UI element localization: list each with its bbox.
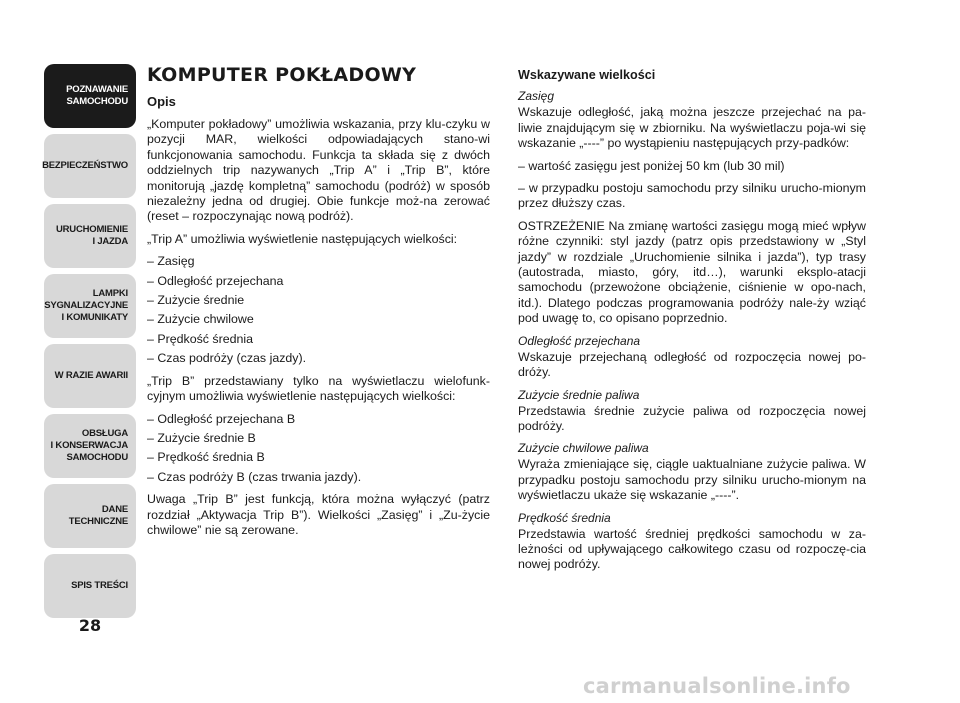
warning-paragraph: OSTRZEŻENIE Na zmianę wartości zasięgu mogą mieć wpływ różne czynniki: styl jazdy (patrz opis przedstawiony w „Styl jazdy” w rozdziale „Uruchomienie silnika i jazda”), typ trasy (autostrada, miasto, góry, itd…), warunki eksplo-atacji samochodu (przewożone obciążenie, ciśnienie w opo-nach, itd.). Dlatego podczas programowania podróży nale-ży wziąć pod uwagę to, co opisano poprzednio. <box>518 218 866 326</box>
tab-dane-techniczne[interactable]: DANE TECHNICZNE <box>44 484 136 548</box>
tab-poznawanie-samochodu[interactable]: POZNAWANIE SAMOCHODU <box>44 64 136 128</box>
list-item: – Czas podróży B (czas trwania jazdy). <box>147 469 362 484</box>
zasieg-case-2: – w przypadku postoju samochodu przy silniku urucho-mionym przez dłuższy czas. <box>518 181 866 211</box>
tab-spis-tresci[interactable]: SPIS TREŚCI <box>44 554 136 618</box>
subsection-title-zasieg: Zasięg <box>518 89 555 104</box>
zasieg-paragraph: Wskazuje odległość, jaką można jeszcze przejechać na pa-liwie znajdującym się w zbiorniku. Na wyświetlaczu poja-wi się wskazanie „----” po wystąpieniu następujących przy-padków: <box>518 105 866 151</box>
watermark: carmanualsonline.info <box>583 674 851 698</box>
left-column <box>147 64 490 545</box>
zasieg-case-1: – wartość zasięgu jest poniżej 50 km (lub 30 mil) <box>518 158 785 173</box>
list-item: – Prędkość średnia B <box>147 450 265 465</box>
section-subtitle: Opis <box>147 94 176 109</box>
subsection-title-predkosc: Prędkość średnia <box>518 510 611 525</box>
note-paragraph: Uwaga „Trip B” jest funkcją, która można wyłączyć (patrz rozdział „Aktywacja Trip B”). Wielkości „Zasięg” i „Zu-życie chwilowe” nie są zerowane. <box>147 492 490 537</box>
intro-paragraph: „Komputer pokładowy” umożliwia wskazania, przy klu-czyku w pozycji MAR, wielkości odpowiadających stano-wi funkcjonowania samochodu. Funkcja ta składa się z dwóch oddzielnych trip nazywanych „Trip A” i „Trip B”, które monitorują „jazdę kompletną” samochodu (podróż) w sposób niezależny jedna od drugiej. Obie funkcje moż-na zerować (reset – rozpoczynając nową podróż). <box>147 117 490 224</box>
subsection-title-odleglosc: Odległość przejechana <box>518 333 641 348</box>
zuzycie-srednie-paragraph: Przedstawia średnie zużycie paliwa od rozpoczęcia nowej podróży. <box>518 403 866 433</box>
list-item: – Odległość przejechana <box>147 273 284 288</box>
page-title: KOMPUTER POKŁADOWY <box>147 64 417 86</box>
zuzycie-chwilowe-paragraph: Wyraża zmieniające się, ciągle uaktualniane zużycie paliwa. W przypadku postoju samochodu przy silniku urucho-mionym na wyświetlaczu ukaże się wskazanie „----”. <box>518 457 866 503</box>
predkosc-paragraph: Przedstawia wartość średniej prędkości samochodu w za-leżności od upływającego całkowitego czasu od rozpoczę-cia nowej podróży. <box>518 526 866 572</box>
list-item: – Zasięg <box>147 254 195 269</box>
subsection-title-zuzycie-srednie: Zużycie średnie paliwa <box>518 387 640 402</box>
trip-a-intro: „Trip A” umożliwia wyświetlenie następujących wielkości: <box>147 231 458 246</box>
list-item: – Czas podróży (czas jazdy). <box>147 351 307 366</box>
section-heading: Wskazywane wielkości <box>518 68 656 82</box>
tab-uruchomienie-i-jazda[interactable]: URUCHOMIENIE I JAZDA <box>44 204 136 268</box>
tab-lampki-sygnalizacyjne[interactable]: LAMPKI SYGNALIZACYJNE I KOMUNIKATY <box>44 274 136 338</box>
page-number: 28 <box>78 616 102 635</box>
subsection-title-zuzycie-chwilowe: Zużycie chwilowe paliwa <box>518 441 649 456</box>
trip-b-intro: „Trip B” przedstawiany tylko na wyświetlaczu wielofunk-cyjnym umożliwia wyświetlenie następujących wielkości: <box>147 373 490 404</box>
list-item: – Zużycie średnie B <box>147 430 256 445</box>
list-item: – Zużycie średnie <box>147 293 245 308</box>
odleglosc-paragraph: Wskazuje przejechaną odległość od rozpoczęcia nowej po-dróży. <box>518 349 866 380</box>
tab-obsluga-i-konserwacja[interactable]: OBSŁUGA I KONSERWACJA SAMOCHODU <box>44 414 136 478</box>
list-item: – Prędkość średnia <box>147 331 254 346</box>
right-column <box>518 64 866 580</box>
list-item: – Zużycie chwilowe <box>147 312 254 327</box>
tab-w-razie-awarii[interactable]: W RAZIE AWARII <box>44 344 136 408</box>
tab-bezpieczenstwo[interactable]: BEZPIECZEŃSTWO <box>44 134 136 198</box>
list-item: – Odległość przejechana B <box>147 411 296 426</box>
